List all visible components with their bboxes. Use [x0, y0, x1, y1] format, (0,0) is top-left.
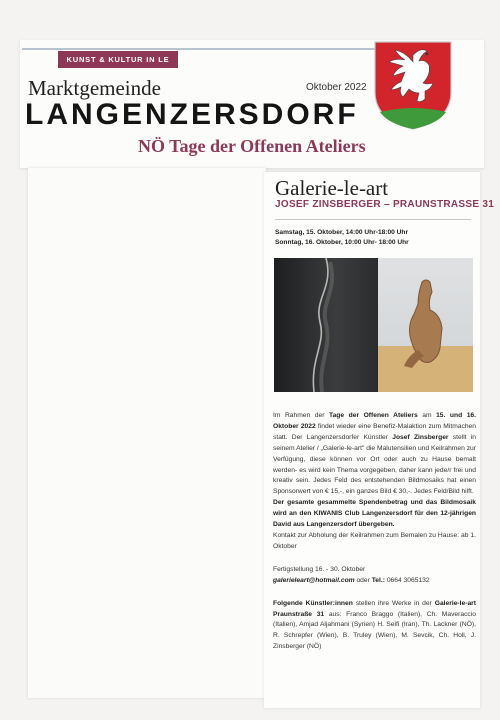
- intro-paragraph: [273, 411, 476, 498]
- town-name-line1: Marktgemeinde: [28, 76, 161, 100]
- text-run-bold: Folgende Künstler:innen: [273, 599, 353, 607]
- article-body: [273, 411, 476, 653]
- completion-paragraph: Fertigstellung 16. - 30. Oktober: [273, 565, 366, 573]
- donation-paragraph: [273, 498, 476, 531]
- section-tag: KUNST & KULTUR IN LE: [58, 51, 178, 68]
- divider: [275, 219, 471, 220]
- phone-number: 0664 3065132: [384, 576, 430, 584]
- text-run-bold: Galerie-le-art Praunstraße 31: [273, 599, 477, 618]
- text-run: am: [417, 412, 437, 419]
- text-run: stellt in seinem Atelier / „Galerie-le-art" die Malutensilien und Keilrahmen zur Verfügung, diese können vor Ort oder auch zu Hause bemalt werden- es wird kein Thema vorgegeben, daher kann jede/r frei und kreativ sein. Jedes Feld des entstehenden Bildmosaiks hat einen Sponsorwert von € 15,-, ein ganzes Bild € 30,-. Jedes Feld/Bild hilft.: [273, 433, 477, 496]
- text-run: aus: Franco Braggo (Italien), Ch. Maveraccio (Italien), Amjad Aljahmani (Syrien) H. Seifi (Iran), Th. Lackner (NÖ), R. Schrepfer (Wien), B. Truley (Wien), M. Sevcik, Ch. Holl, J. Zinsberger (NÖ): [273, 610, 476, 651]
- opening-hours: [275, 228, 475, 248]
- gallery-name: Galerie-le-art: [275, 176, 389, 200]
- contact-line: [273, 576, 476, 587]
- masthead-rule: [22, 48, 380, 50]
- text-run: oder: [354, 576, 372, 584]
- event-title: NÖ Tage der Offenen Ateliers: [138, 136, 366, 156]
- photo-sculpture: [378, 258, 473, 392]
- donation-text: Der gesamte gesammelte Spendenbetrag und das Bildmosaik wird an den KIWANIS Club Langenzersdorf für den 12-jährigen David aus Langenzersdorf übergeben.: [273, 499, 476, 529]
- artists-paragraph: [273, 599, 476, 654]
- email-link[interactable]: galerieleart@hotmail.com: [273, 576, 355, 584]
- issue-date: Oktober 2022: [306, 82, 367, 93]
- photo-silhouette: [274, 258, 378, 392]
- text-run: findet wieder eine Benefiz-Malaktion zum Mitmachen statt. Der Langenzersdorfer Künstler: [273, 422, 476, 441]
- town-name-line2: LANGENZERSDORF: [25, 98, 359, 131]
- text-run-bold: Tage der Offenen Ateliers: [329, 412, 418, 419]
- text-run-bold: 15. und 16. Oktober 2022: [273, 412, 476, 430]
- blank-sheet: [28, 168, 266, 698]
- gallery-subtitle: JOSEF ZINSBERGER – PRAUNSTRASSE 31: [275, 199, 495, 210]
- text-run-bold: Josef Zinsberger: [392, 433, 449, 441]
- griffin-coat-of-arms-icon: [372, 34, 454, 132]
- hours-saturday: Samstag, 15. Oktober, 14:00 Uhr-18:00 Uhr: [275, 229, 409, 236]
- text-run: stellen ihre Werke in der: [352, 599, 435, 607]
- phone-label: Tel.:: [371, 576, 385, 584]
- contact-paragraph: Kontakt zur Abholung der Keilrahmen zum Bemalen zu Hause: ab 1. Oktober: [273, 531, 476, 550]
- hours-sunday: Sonntag, 16. Oktober, 10:00 Uhr- 18:00 Uhr: [275, 239, 409, 246]
- text-run: Im Rahmen der: [273, 412, 329, 419]
